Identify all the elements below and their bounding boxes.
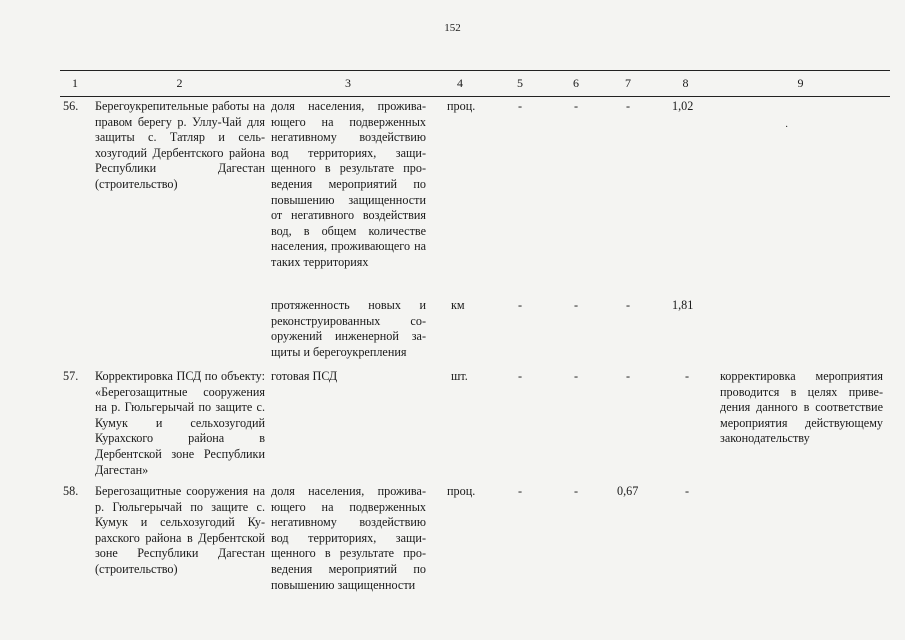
header-top-rule	[60, 70, 890, 71]
header-col-8: 8	[682, 76, 689, 90]
row-58-name: Берегозащитные сооружения на р. Гюльгерычай по защите с. Кумук и сельхозугодий Курахского района в Дербентской зоне Республики Дагестан (строительство)	[95, 484, 265, 576]
row-56-unit-1: проц.	[447, 99, 476, 113]
header-col-1: 1	[72, 76, 78, 90]
row-56-indicator-2: протяженность новых и реконструированных сооружений инженерной защиты и берегоукрепления	[271, 298, 426, 359]
row-57-name: Корректировка ПСД по объекту: «Берегозащитные сооружения на р. Гюльгерычай по защите с. Кумук и сельхозугодий Курахского района в Дербентской зоне Республики Дагестан»	[95, 369, 265, 477]
row-56-col6-1: -	[573, 99, 579, 113]
row-57-note: корректировка мероприятия проводится в целях приведения данного в соответствие мероприятия действующему законодательству	[720, 369, 883, 446]
row-56-col5-1: -	[517, 99, 523, 113]
row-56-indicator-1: доля населения, проживающего на подверженных негативному воздействию вод территориях, защищенного в результате проведения мероприятий по повышению защищенности от негативного воздействия вод, в общем количестве населения, проживающего на таких территориях	[271, 99, 426, 269]
stray-mark: ·	[785, 122, 789, 133]
row-56-col8-1: 1,02	[672, 99, 694, 113]
row-57-col8-1: -	[684, 369, 690, 383]
row-56-number: 56.	[63, 99, 79, 113]
row-58-number: 58.	[63, 484, 79, 498]
row-56-col7-1: -	[625, 99, 631, 113]
row-57-col6-1: -	[573, 369, 579, 383]
row-56-unit-2: км	[451, 298, 465, 312]
header-col-4: 4	[457, 76, 463, 90]
header-col-9: 9	[797, 76, 804, 90]
header-col-7: 7	[625, 76, 631, 90]
row-58-unit-1: проц.	[447, 484, 476, 498]
row-58-col5-1: -	[517, 484, 523, 498]
row-56-col7-2: -	[625, 298, 631, 312]
row-56-col8-2: 1,81	[672, 298, 694, 312]
row-57-indicator-1: готовая ПСД	[271, 369, 338, 383]
row-58-col8-1: -	[684, 484, 690, 498]
row-57-number: 57.	[63, 369, 79, 383]
row-57-col5-1: -	[517, 369, 523, 383]
row-56-name: Берегоукрепительные работы на правом берегу р. Уллу-Чай для защиты с. Татляр и сельхозугодий Дербентского района Республики Дагестан (строительство)	[95, 99, 265, 191]
header-col-2: 2	[176, 76, 183, 90]
header-col-5: 5	[517, 76, 523, 90]
page-number: 152	[444, 22, 461, 34]
header-bottom-rule	[60, 96, 890, 97]
row-56-col6-2: -	[573, 298, 579, 312]
header-col-3: 3	[345, 76, 351, 90]
row-58-col7-1: 0,67	[617, 484, 639, 498]
row-57-col7-1: -	[625, 369, 631, 383]
row-56-col5-2: -	[517, 298, 523, 312]
row-57-unit-1: шт.	[451, 369, 468, 383]
row-58-indicator-1: доля населения, проживающего на подверженных негативному воздействию вод территориях, защищенного в результате проведения мероприятий по повышению защищенности	[271, 484, 426, 592]
row-58-col6-1: -	[573, 484, 579, 498]
header-col-6: 6	[573, 76, 579, 90]
